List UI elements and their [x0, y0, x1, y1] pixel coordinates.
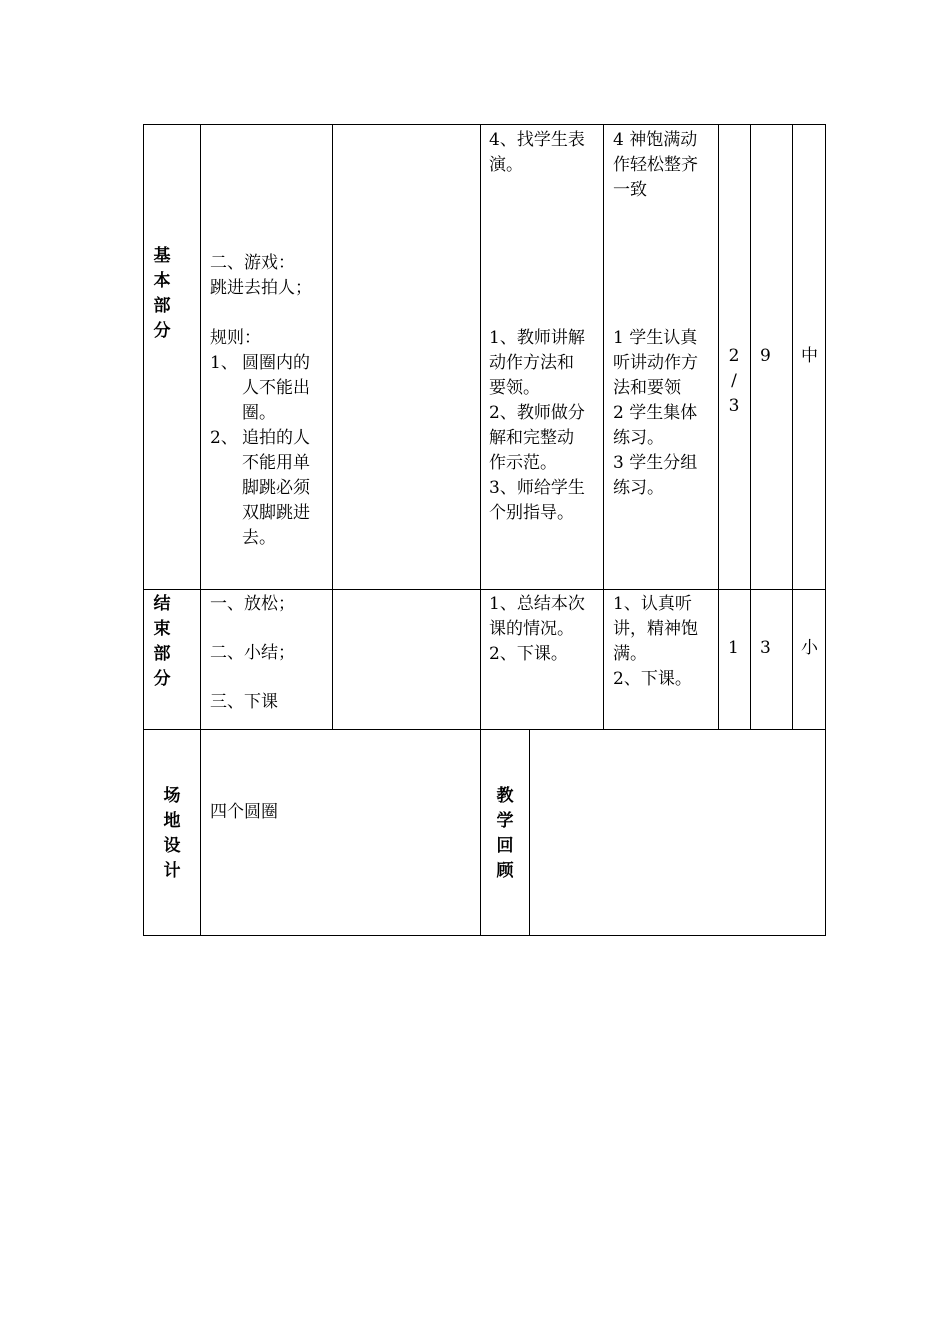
basic-section-label: 基 本 部 分 [153, 246, 171, 341]
student-line: 3 学生分组 [613, 453, 698, 473]
student-line: 法和要领 [613, 378, 681, 398]
rule-text: 圆圈内的人不能出圈。 [242, 353, 310, 423]
teacher-line: 解和完整动 [489, 428, 574, 448]
teacher-line: 3、师给学生 [489, 478, 585, 498]
venue-content: 四个圆圈 [210, 802, 278, 822]
ending-step: 二、小结； [210, 643, 295, 663]
ending-section-label: 结 束 部 分 [153, 594, 171, 689]
student-line: 2 学生集体 [613, 403, 698, 423]
teacher-line: 1、总结本次 [489, 594, 585, 614]
game-title: 二、游戏： [210, 253, 295, 273]
basic-times: 2 / 3 [728, 346, 740, 416]
teacher-line: 演。 [489, 155, 523, 175]
ending-minutes: 3 [760, 638, 771, 658]
student-line: 作轻松整齐 [613, 155, 698, 175]
student-line: 听讲动作方 [613, 353, 698, 373]
venue-label: 场 地 设 计 [163, 786, 181, 881]
student-line: 满。 [613, 644, 647, 664]
rule-number: 2、 [210, 428, 238, 448]
rules-label: 规则： [210, 328, 261, 348]
rule-number: 1、 [210, 353, 238, 373]
ending-step: 三、下课 [210, 692, 278, 712]
teacher-line: 1、教师讲解 [489, 328, 585, 348]
student-line: 1、认真听 [613, 594, 692, 614]
basic-minutes: 9 [760, 346, 771, 366]
student-line: 2、下课。 [613, 669, 692, 689]
teacher-line: 课的情况。 [489, 619, 574, 639]
ending-intensity: 小 [801, 638, 818, 658]
teacher-line: 作示范。 [489, 453, 557, 473]
teacher-line: 个别指导。 [489, 503, 574, 523]
rule-item-1 [210, 351, 330, 426]
teacher-line: 2、教师做分 [489, 403, 585, 423]
student-line: 练习。 [613, 428, 664, 448]
rule-text: 追拍的人不能用单脚跳必须双脚跳进去。 [242, 428, 310, 548]
ending-step: 一、放松； [210, 594, 295, 614]
teacher-line: 动作方法和 [489, 353, 574, 373]
rule-item-2 [210, 426, 330, 551]
ending-times: 1 [728, 638, 739, 658]
student-line: 4 神饱满动 [613, 130, 698, 150]
teacher-line: 2、下课。 [489, 644, 568, 664]
student-line: 一致 [613, 180, 647, 200]
teacher-line: 4、找学生表 [489, 130, 585, 150]
student-line: 1 学生认真 [613, 328, 698, 348]
student-line: 练习。 [613, 478, 664, 498]
teacher-line: 要领。 [489, 378, 540, 398]
game-name: 跳进去拍人； [210, 278, 312, 298]
student-line: 讲，精神饱 [613, 619, 698, 639]
review-label: 教 学 回 顾 [496, 786, 514, 881]
basic-intensity: 中 [801, 346, 818, 366]
